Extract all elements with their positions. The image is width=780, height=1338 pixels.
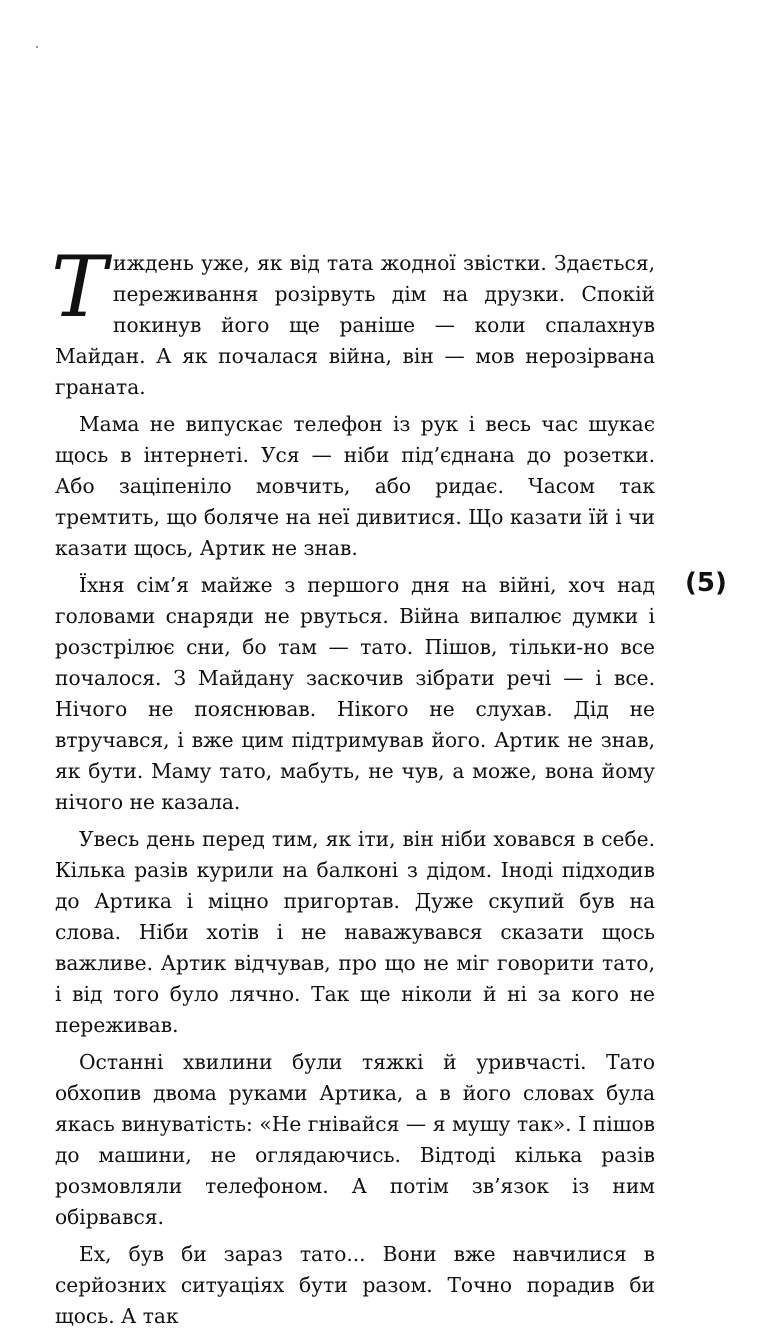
page-number: (5) — [685, 568, 727, 598]
margin-mark — [36, 46, 38, 48]
drop-cap: Т — [51, 238, 108, 336]
paragraph-6: Ех, був би зараз тато... Вони вже навчилися в серйозних ситуаціях бути разом. Точно порадив би щось. А так — [55, 1242, 655, 1328]
paragraph-3: Їхня сім’я майже з першого дня на війні, хоч над головами снаряди не рвуться. Війна випалює думки і розстрілює сни, бо там — тато. Пішов, тільки-но все почалося. З Майдану заскочив зібрати речі — і все. Нічого не пояснював. Нікого не слухав. Дід не втручався, і вже цим підтримував його. Артик не знав, як бути. Маму тато, мабуть, не чув, а може, вона йому нічого не казала. — [55, 573, 655, 814]
paragraph-5: Останні хвилини були тяжкі й уривчасті. Тато обхопив двома руками Артика, а в його словах була якась винуватість: «Не гнівайся — я мушу так». І пішов до машини, не оглядаючись. Відтоді кілька разів розмовляли телефоном. А потім зв’язок із ним обірвався. — [55, 1050, 655, 1229]
paragraph-1-text: иждень уже, як від тата жодної звістки. Здається, переживання розірвуть дім на друзки. Спокій покинув його ще раніше — коли спалахнув Майдан. А як почалася війна, він — мов нерозірвана граната. — [55, 251, 655, 399]
body-text — [51, 238, 655, 1338]
paragraph-1 — [51, 238, 655, 403]
paragraph-2: Мама не випускає телефон із рук і весь час шукає щось в інтернеті. Уся — ніби під’єднана до розетки. Або заціпеніло мовчить, або ридає. Часом так тремтить, що боляче на неї дивитися. Що казати їй і чи казати щось, Артик не знав. — [55, 412, 655, 560]
paragraph-4: Увесь день перед тим, як іти, він ніби ховався в себе. Кілька разів курили на балконі з дідом. Іноді підходив до Артика і міцно пригортав. Дуже скупий був на слова. Ніби хотів і не наважувався сказати щось важливе. Артик відчував, про що не міг говорити тато, і від того було лячно. Так ще ніколи й ні за кого не переживав. — [55, 827, 655, 1037]
